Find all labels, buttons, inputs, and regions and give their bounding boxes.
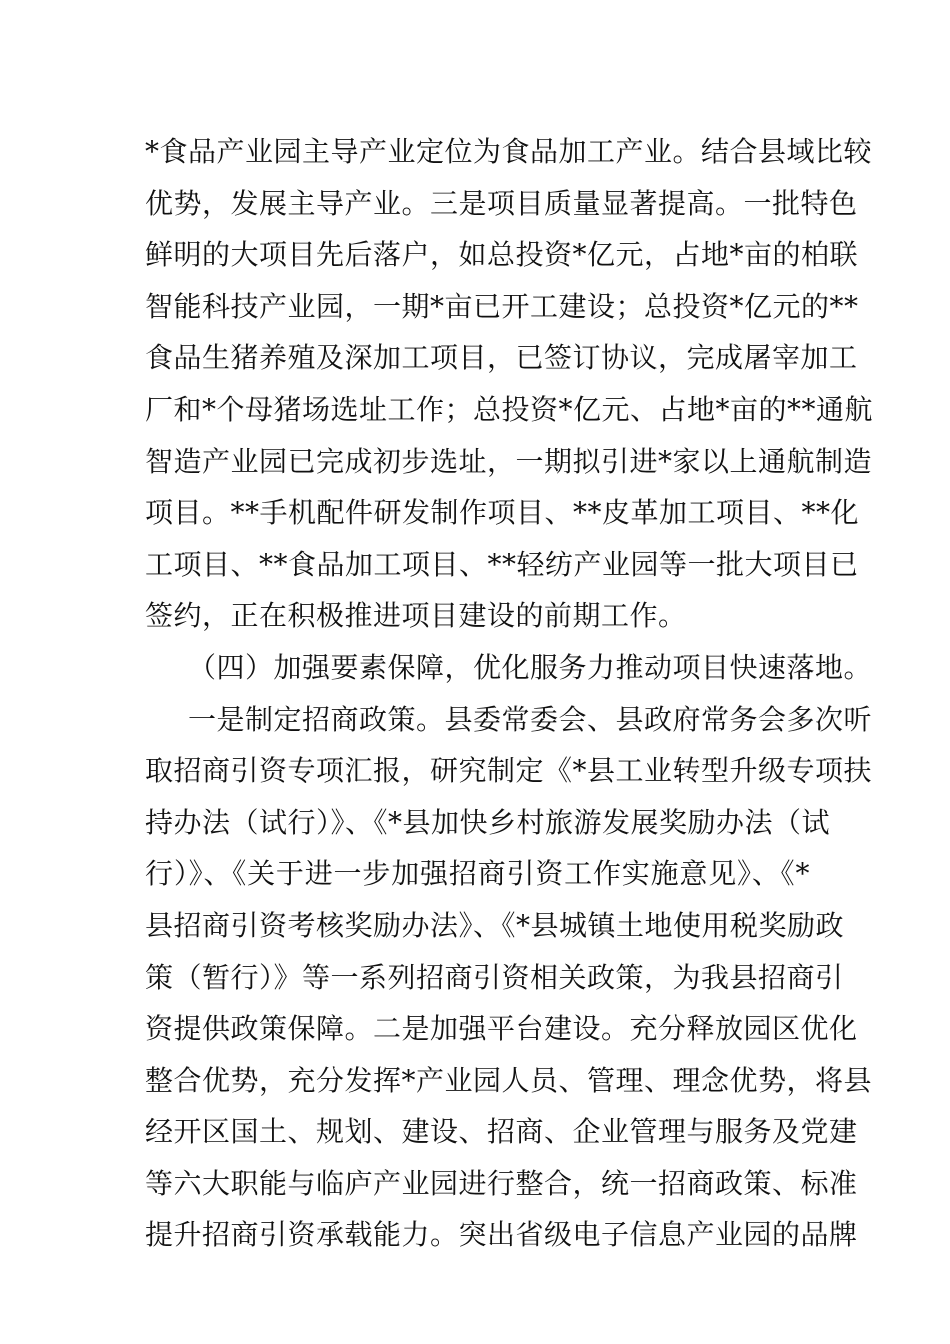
text-line: 资提供政策保障。二是加强平台建设。充分释放园区优化	[145, 1012, 858, 1046]
text-line: 优势，发展主导产业。三是项目质量显著提高。一批特色	[145, 186, 858, 220]
text-line: 食品生猪养殖及深加工项目，已签订协议，完成屠宰加工	[145, 341, 858, 375]
section-heading: （四）加强要素保障，优化服务力推动项目快速落地。	[188, 650, 873, 684]
document-body	[145, 126, 874, 1261]
text-line: 整合优势，充分发挥*产业园人员、管理、理念优势，将县	[145, 1063, 873, 1097]
text-line: 持办法（试行）》、《*县加快乡村旅游发展奖励办法（试	[145, 805, 831, 839]
text-line: 鲜明的大项目先后落户，如总投资*亿元，占地*亩的柏联	[145, 238, 859, 272]
text-line: 智能科技产业园，一期*亩已开工建设；总投资*亿元的**	[145, 289, 859, 323]
paragraph-end-line: 签约，正在积极推进项目建设的前期工作。	[145, 599, 687, 633]
text-line: *食品产业园主导产业定位为食品加工产业。结合县域比较	[145, 135, 873, 168]
text-line: 厂和*个母猪场选址工作；总投资*亿元、占地*亩的**通航	[145, 392, 874, 426]
text-line: 智造产业园已完成初步选址，一期拟引进*家以上通航制造	[145, 444, 873, 478]
text-line: 工项目、**食品加工项目、**轻纺产业园等一批大项目已	[145, 547, 859, 581]
text-line: 取招商引资专项汇报，研究制定《*县工业转型升级专项扶	[145, 754, 873, 788]
text-line: 等六大职能与临庐产业园进行整合，统一招商政策、标准	[145, 1166, 858, 1200]
text-line: 提升招商引资承载能力。突出省级电子信息产业园的品牌	[145, 1218, 858, 1252]
paragraph-start-line: 一是制定招商政策。县委常委会、县政府常务会多次听	[188, 702, 873, 736]
text-line: 行）》、《关于进一步加强招商引资工作实施意见》、《*	[145, 857, 810, 891]
text-line: 县招商引资考核奖励办法》、《*县城镇土地使用税奖励政	[145, 908, 845, 942]
text-line: 项目。**手机配件研发制作项目、**皮革加工项目、**化	[145, 496, 860, 530]
text-line: 策（暂行）》等一系列招商引资相关政策，为我县招商引	[145, 960, 844, 994]
text-line: 经开区国土、规划、建设、招商、企业管理与服务及党建	[145, 1115, 858, 1149]
